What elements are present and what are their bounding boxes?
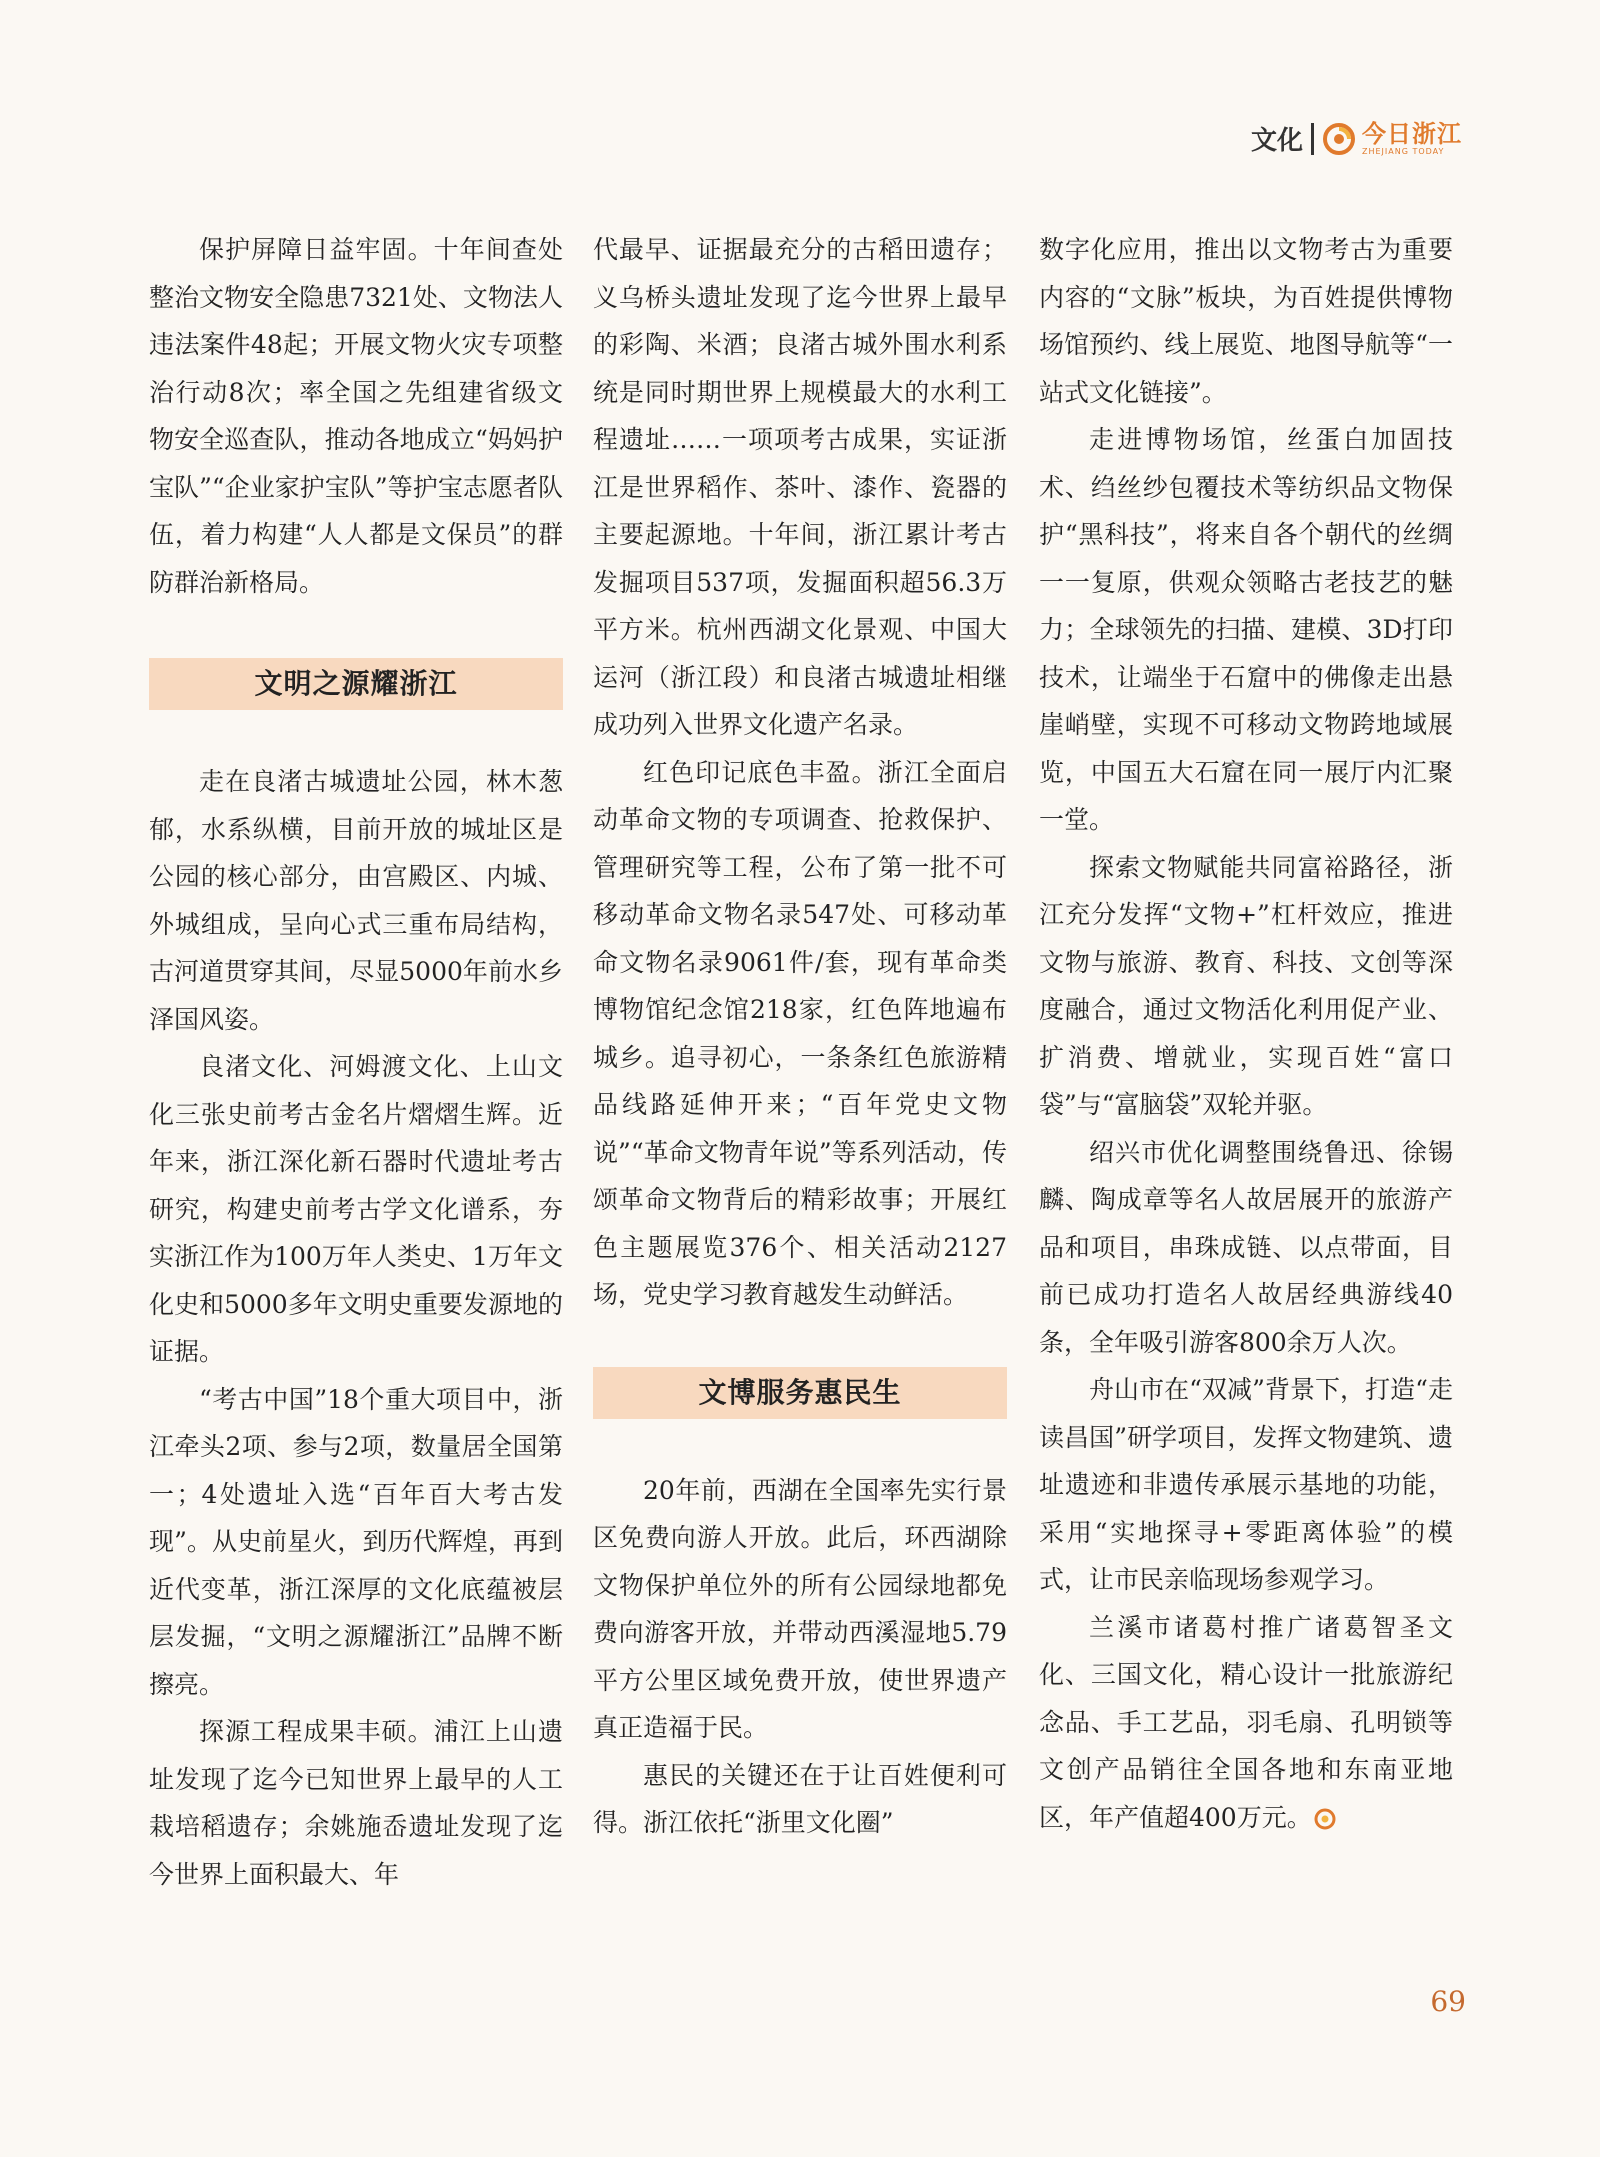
- paragraph: 良渚文化、河姆渡文化、上山文化三张史前考古金名片熠熠生辉。近年来，浙江深化新石器时代遗址考古研究，构建史前考古学文化谱系，夯实浙江作为100万年人类史、1万年文化史和5000多年文明史重要发源地的证据。: [149, 1052, 563, 1366]
- section-heading-museum-service: 文博服务惠民生: [593, 1367, 1007, 1419]
- paragraph-text: 兰溪市诸葛村推广诸葛智圣文化、三国文化，精心设计一批旅游纪念品、手工艺品，羽毛扇、孔明锁等文创产品销往全国各地和东南亚地区，年产值超400万元。: [1039, 1612, 1453, 1832]
- article-column-1: [149, 226, 563, 1898]
- logo-subtext: ZHEJIANG TODAY: [1362, 146, 1445, 156]
- paragraph: 代最早、证据最充分的古稻田遗存；义乌桥头遗址发现了迄今世界上最早的彩陶、米酒；良渚古城外围水利系统是同时期世界上规模最大的水利工程遗址……一项项考古成果，实证浙江是世界稻作、茶叶、漆作、瓷器的主要起源地。十年间，浙江累计考古发掘项目537项，发掘面积超56.3万平方米。杭州西湖文化景观、中国大运河（浙江段）和良渚古城遗址相继成功列入世界文化遗产名录。: [593, 235, 1007, 739]
- paragraph-final: [1039, 1604, 1453, 1842]
- article-column-2: [593, 226, 1007, 1847]
- paragraph: 舟山市在“双减”背景下，打造“走读昌国”研学项目，发挥文物建筑、遗址遗迹和非遗传承展示基地的功能，采用“实地探寻+零距离体验”的模式，让市民亲临现场参观学习。: [1039, 1375, 1453, 1594]
- paragraph: 走进博物场馆，丝蛋白加固技术、绉丝纱包覆技术等纺织品文物保护“黑科技”，将来自各个朝代的丝绸一一复原，供观众领略古老技艺的魅力；全球领先的扫描、建模、3D打印技术，让端坐于石窟中的佛像走出悬崖峭壁，实现不可移动文物跨地域展览，中国五大石窟在同一展厅内汇聚一堂。: [1039, 425, 1453, 834]
- paragraph: 探索文物赋能共同富裕路径，浙江充分发挥“文物+”杠杆效应，推进文物与旅游、教育、科技、文创等深度融合，通过文物活化利用促产业、扩消费、增就业，实现百姓“富口袋”与“富脑袋”双轮并驱。: [1039, 852, 1453, 1119]
- end-mark-icon: [1314, 1808, 1336, 1830]
- article-column-3: [1039, 226, 1453, 1841]
- section-heading-civilization: 文明之源耀浙江: [149, 658, 563, 710]
- page-header: [1251, 120, 1462, 157]
- header-divider: [1311, 123, 1314, 155]
- paragraph: 数字化应用，推出以文物考古为重要内容的“文脉”板块，为百姓提供博物场馆预约、线上展览、地图导航等“一站式文化链接”。: [1039, 235, 1453, 407]
- paragraph: 绍兴市优化调整围绕鲁迅、徐锡麟、陶成章等名人故居展开的旅游产品和项目，串珠成链、以点带面，目前已成功打造名人故居经典游线40条，全年吸引游客800余万人次。: [1039, 1137, 1453, 1357]
- section-label: 文化: [1250, 126, 1303, 156]
- paragraph: 探源工程成果丰硕。浦江上山遗址发现了迄今已知世界上最早的人工栽培稻遗存；余姚施岙遗址发现了迄今世界上面积最大、年: [149, 1717, 563, 1889]
- logo-swirl-icon: [1322, 122, 1356, 156]
- paragraph: “考古中国”18个重大项目中，浙江牵头2项、参与2项，数量居全国第一；4处遗址入选“百年百大考古发现”。从史前星火，到历代辉煌，再到近代变革，浙江深厚的文化底蕴被层层发掘，“文明之源耀浙江”品牌不断擦亮。: [149, 1384, 563, 1699]
- paragraph: 保护屏障日益牢固。十年间查处整治文物安全隐患7321处、文物法人违法案件48起；开展文物火灾专项整治行动8次；率全国之先组建省级文物安全巡查队，推动各地成立“妈妈护宝队”“企业家护宝队”等护宝志愿者队伍，着力构建“人人都是文保员”的群防群治新格局。: [149, 235, 563, 597]
- zhejiang-today-logo: [1322, 119, 1462, 156]
- logo-text: 今日浙江: [1362, 119, 1462, 148]
- page-number: 69: [1430, 1985, 1466, 2018]
- paragraph: 20年前，西湖在全国率先实行景区免费向游人开放。此后，环西湖除文物保护单位外的所有公园绿地都免费向游客开放，并带动西溪湿地5.79平方公里区域免费开放，使世界遗产真正造福于民。: [593, 1475, 1007, 1742]
- paragraph: 惠民的关键还在于让百姓便利可得。浙江依托“浙里文化圈”: [593, 1760, 1007, 1837]
- paragraph: 走在良渚古城遗址公园，林木葱郁，水系纵横，目前开放的城址区是公园的核心部分，由宫殿区、内城、外城组成，呈向心式三重布局结构，古河道贯穿其间，尽显5000年前水乡泽国风姿。: [149, 767, 563, 1034]
- paragraph: 红色印记底色丰盈。浙江全面启动革命文物的专项调查、抢救保护、管理研究等工程，公布了第一批不可移动革命文物名录547处、可移动革命文物名录9061件/套，现有革命类博物馆纪念馆218家，红色阵地遍布城乡。追寻初心，一条条红色旅游精品线路延伸开来；“百年党史文物说”“革命文物青年说”等系列活动，传颂革命文物背后的精彩故事；开展红色主题展览376个、相关活动2127场，党史学习教育越发生动鲜活。: [593, 757, 1007, 1309]
